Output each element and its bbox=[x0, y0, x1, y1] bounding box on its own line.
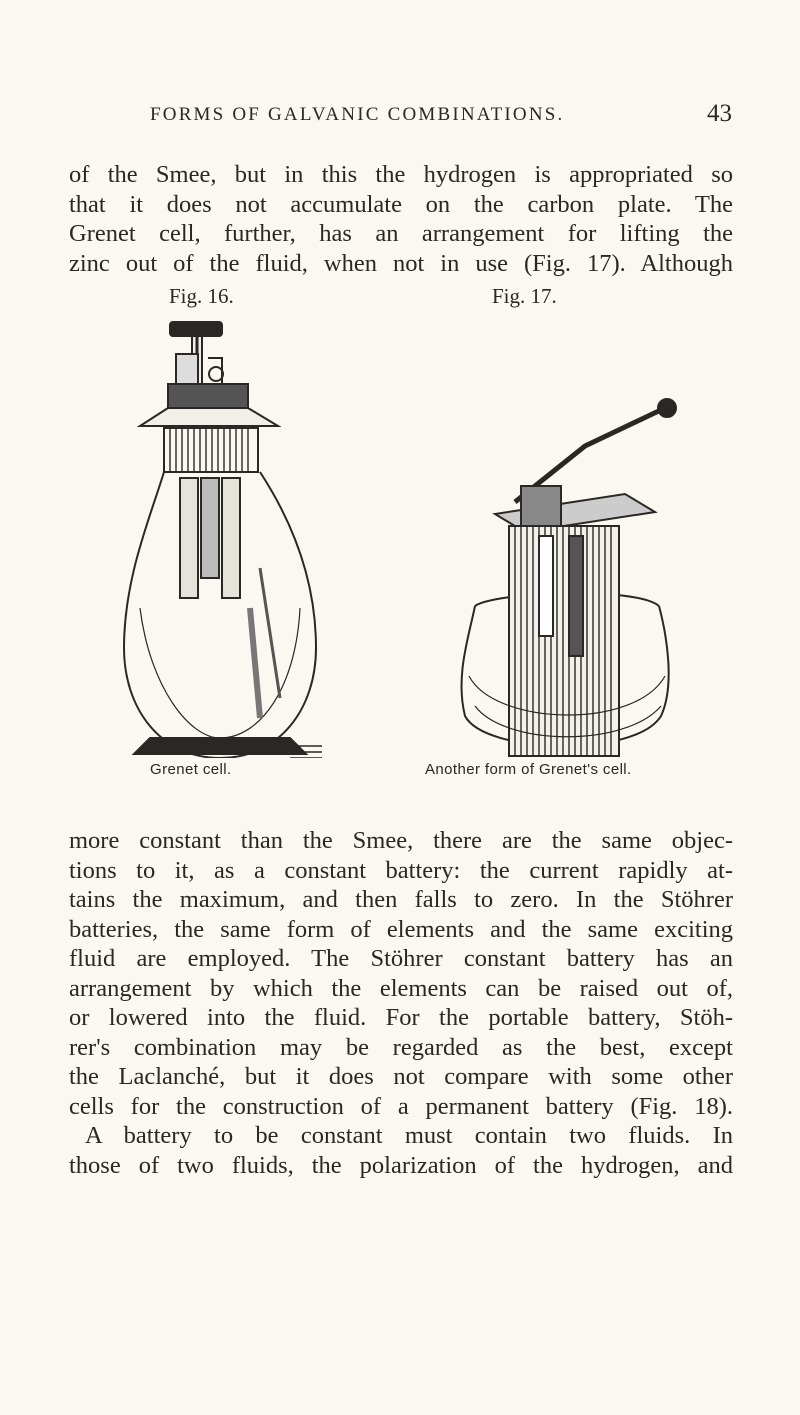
text-line: the Laclanché, but it does not compare with some other bbox=[69, 1063, 733, 1090]
fig-16-label: Fig. 16. bbox=[169, 284, 234, 308]
text-line: those of two fluids, the polarization of the hydrogen, and bbox=[69, 1151, 733, 1179]
fig-17-caption: Another form of Grenet's cell. bbox=[425, 761, 632, 778]
paragraph-2 bbox=[69, 826, 733, 1180]
text-line: tains the maximum, and then falls to zero. In the Stöhrer bbox=[69, 886, 733, 913]
fig-16-caption: Grenet cell. bbox=[150, 761, 232, 778]
text-line: fluid are employed. The Stöhrer constant battery has an bbox=[69, 945, 733, 972]
text-line: or lowered into the fluid. For the portable battery, Stöh- bbox=[69, 1004, 733, 1031]
text-line: tions to it, as a constant battery: the current rapidly at- bbox=[69, 856, 733, 884]
paragraph-1 bbox=[69, 160, 733, 278]
text-line: that it does not accumulate on the carbon plate. The bbox=[69, 190, 733, 218]
text-line: A battery to be constant must contain two fluids. In bbox=[85, 1122, 733, 1149]
text-line: of the Smee, but in this the hydrogen is appropriated so bbox=[69, 161, 733, 188]
grenet-cell-illustration bbox=[110, 318, 330, 758]
grenet-cell-alt-illustration bbox=[435, 386, 685, 758]
text-line: rer's combination may be regarded as the best, except bbox=[69, 1033, 733, 1061]
text-line: cells for the construction of a permanent battery (Fig. 18). bbox=[69, 1092, 733, 1120]
text-line: batteries, the same form of elements and the same exciting bbox=[69, 915, 733, 943]
page-number: 43 bbox=[707, 100, 732, 127]
running-title: FORMS OF GALVANIC COMBINATIONS. bbox=[150, 104, 565, 125]
running-header bbox=[150, 100, 732, 134]
text-line: more constant than the Smee, there are the same objec- bbox=[69, 827, 733, 854]
text-line: Grenet cell, further, has an arrangement for lifting the bbox=[69, 220, 733, 247]
text-line: arrangement by which the elements can be raised out of, bbox=[69, 974, 733, 1002]
fig-17-label: Fig. 17. bbox=[492, 284, 557, 308]
text-line: zinc out of the fluid, when not in use (Fig. 17). Although bbox=[69, 249, 733, 277]
